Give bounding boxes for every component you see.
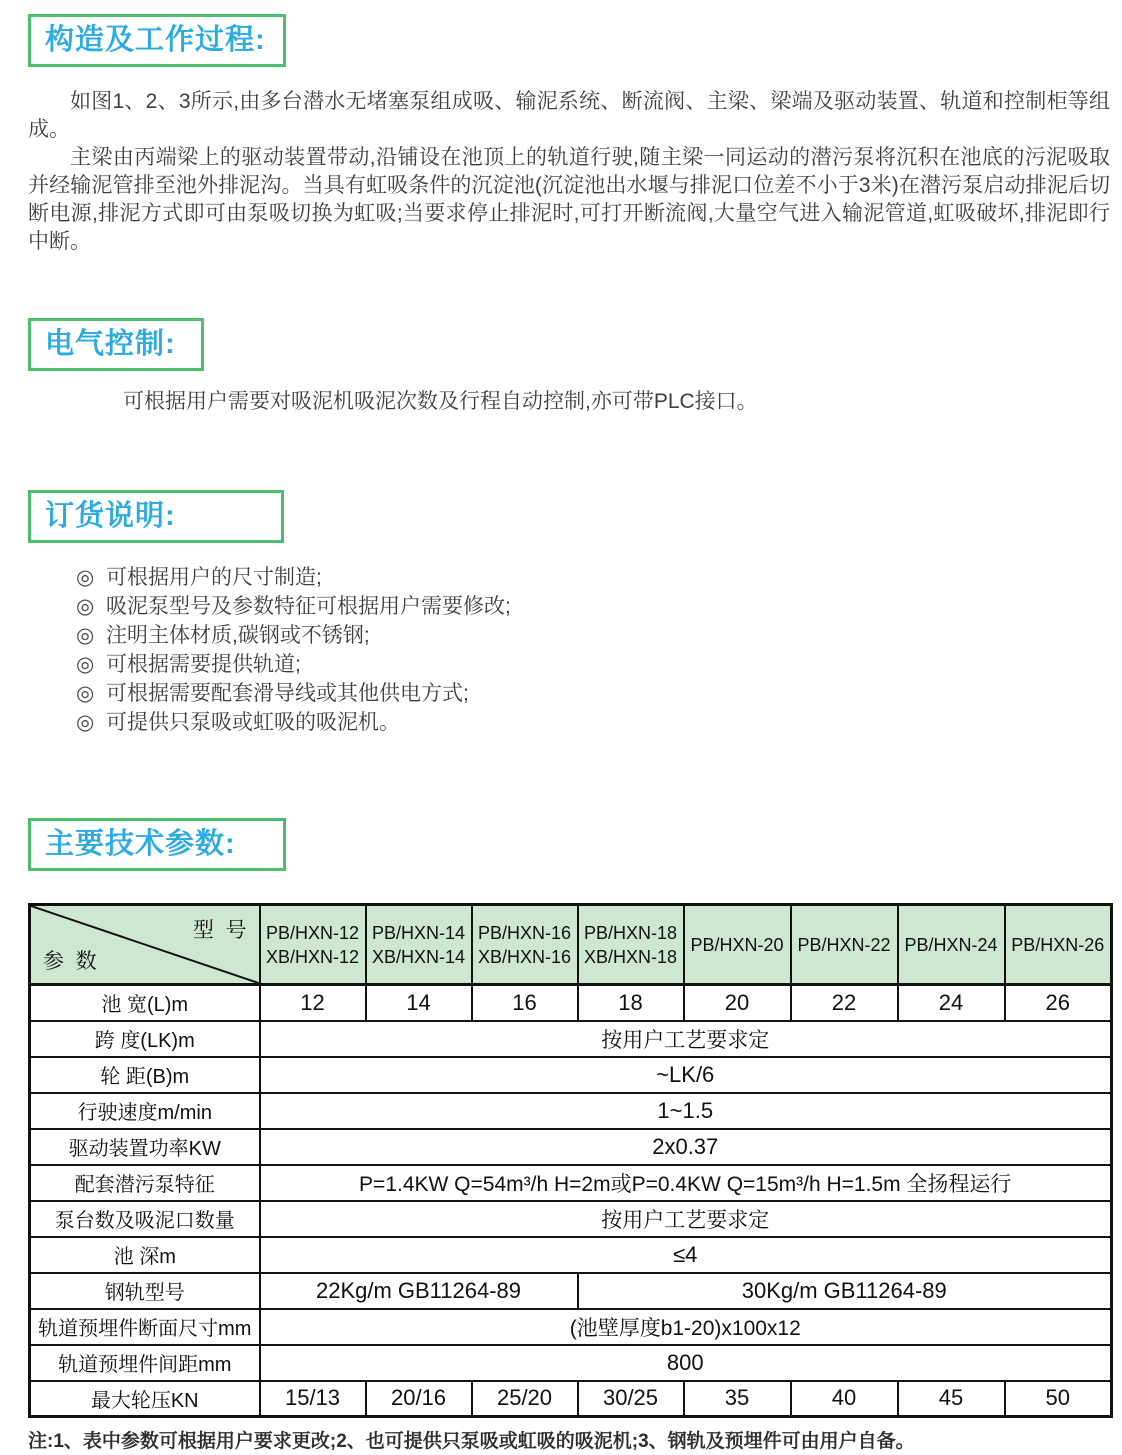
list-item-text: 吸泥泵型号及参数特征可根据用户需要修改; bbox=[106, 595, 511, 618]
list-item bbox=[76, 621, 1110, 650]
table-cell: 40 bbox=[791, 1381, 898, 1417]
list-item-text: 注明主体材质,碳钢或不锈钢; bbox=[106, 624, 370, 647]
model-line: PB/HXN-12 bbox=[265, 922, 360, 943]
row-label: 轨道预埋件断面尺寸mm bbox=[30, 1309, 260, 1345]
model-line: PB/HXN-20 bbox=[690, 934, 784, 955]
table-cell: ≤4 bbox=[260, 1237, 1112, 1273]
list-item-text: 可根据需要提供轨道; bbox=[106, 653, 301, 676]
table-cell: 2x0.37 bbox=[260, 1129, 1112, 1165]
table-row bbox=[30, 1165, 1112, 1201]
row-label: 池 宽(L)m bbox=[30, 985, 260, 1021]
table-cell: 14 bbox=[366, 985, 472, 1021]
table-cell: 1~1.5 bbox=[260, 1093, 1112, 1129]
model-line: PB/HXN-16 bbox=[477, 922, 572, 943]
table-cell: 26 bbox=[1005, 985, 1112, 1021]
model-line: XB/HXN-18 bbox=[583, 946, 678, 967]
list-item-text: 可根据需要配套滑导线或其他供电方式; bbox=[106, 682, 469, 705]
table-cell: 25/20 bbox=[472, 1381, 578, 1417]
list-item bbox=[76, 650, 1110, 679]
ring-bullet-icon: ◎ bbox=[76, 711, 95, 734]
table-cell: 按用户工艺要求定 bbox=[260, 1201, 1112, 1237]
table-cell: 22 bbox=[791, 985, 898, 1021]
table-footnote: 注:1、表中参数可根据用户要求更改;2、也可提供只泵吸或虹吸的吸泥机;3、钢轨及预埋件可由用户自备。 bbox=[28, 1431, 915, 1452]
corner-label-model: 型 号 bbox=[192, 919, 247, 942]
section-title-electrical: 电气控制: bbox=[28, 318, 204, 371]
model-line: PB/HXN-14 bbox=[371, 922, 466, 943]
table-row bbox=[30, 1309, 1112, 1345]
corner-header-cell bbox=[30, 905, 260, 985]
table-cell: 30Kg/m GB11264-89 bbox=[578, 1273, 1112, 1309]
section-title-construction: 构造及工作过程: bbox=[28, 14, 286, 67]
model-header-cell bbox=[1005, 905, 1112, 985]
table-cell: 45 bbox=[898, 1381, 1005, 1417]
row-label: 最大轮压KN bbox=[30, 1381, 260, 1417]
table-cell: 20 bbox=[684, 985, 791, 1021]
row-label: 池 深m bbox=[30, 1237, 260, 1273]
table-cell: 22Kg/m GB11264-89 bbox=[260, 1273, 578, 1309]
row-label: 跨 度(LK)m bbox=[30, 1021, 260, 1057]
model-header-cell bbox=[472, 905, 578, 985]
section-title-parameters: 主要技术参数: bbox=[28, 818, 286, 871]
construction-paragraph-2: 主梁由丙端梁上的驱动装置带动,沿铺设在池顶上的轨道行驶,随主梁一同运动的潜污泵将沉积在池底的污泥吸取并经输泥管排至池外排泥沟。当具有虹吸条件的沉淀池(沉淀池出水堰与排泥口位差不小于3米)在潜污泵启动排泥后切断电源,排泥方式即可由泵吸切换为虹吸;当要求停止排泥时,可打开断流阀,大量空气进入输泥管道,虹吸破坏,排泥即行中断。 bbox=[28, 146, 1110, 253]
section-title-ordering: 订货说明: bbox=[28, 490, 284, 543]
model-line: XB/HXN-12 bbox=[265, 946, 360, 967]
ring-bullet-icon: ◎ bbox=[76, 682, 95, 705]
model-header-cell bbox=[898, 905, 1005, 985]
list-item-text: 可提供只泵吸或虹吸的吸泥机。 bbox=[106, 711, 400, 734]
model-line: PB/HXN-26 bbox=[1011, 934, 1105, 955]
table-cell: 35 bbox=[684, 1381, 791, 1417]
table-row bbox=[30, 1057, 1112, 1093]
table-cell: 15/13 bbox=[260, 1381, 366, 1417]
row-label: 轨道预埋件间距mm bbox=[30, 1345, 260, 1381]
list-item-text: 可根据用户的尺寸制造; bbox=[106, 566, 322, 589]
model-header-cell bbox=[578, 905, 684, 985]
list-item bbox=[76, 563, 1110, 592]
table-cell: P=1.4KW Q=54m³/h H=2m或P=0.4KW Q=15m³/h H=1.5m 全扬程运行 bbox=[260, 1165, 1112, 1201]
list-item bbox=[76, 592, 1110, 621]
table-cell: 按用户工艺要求定 bbox=[260, 1021, 1112, 1057]
ordering-list bbox=[28, 563, 1110, 737]
model-line: PB/HXN-24 bbox=[904, 934, 998, 955]
row-label: 配套潜污泵特征 bbox=[30, 1165, 260, 1201]
table-row bbox=[30, 1345, 1112, 1381]
list-item bbox=[76, 708, 1110, 737]
electrical-text: 可根据用户需要对吸泥机吸泥次数及行程自动控制,亦可带PLC接口。 bbox=[123, 390, 758, 413]
table-cell: 800 bbox=[260, 1345, 1112, 1381]
table-cell: 50 bbox=[1005, 1381, 1112, 1417]
table-row bbox=[30, 1273, 1112, 1309]
construction-paragraph-1: 如图1、2、3所示,由多台潜水无堵塞泵组成吸、输泥系统、断流阀、主梁、梁端及驱动装置、轨道和控制柜等组成。 bbox=[28, 90, 1110, 141]
table-row bbox=[30, 1201, 1112, 1237]
model-line: PB/HXN-18 bbox=[583, 922, 678, 943]
model-line: PB/HXN-22 bbox=[797, 934, 891, 955]
table-cell: ~LK/6 bbox=[260, 1057, 1112, 1093]
model-header-cell bbox=[260, 905, 366, 985]
parameters-table bbox=[28, 903, 1113, 1418]
table-header-row bbox=[30, 905, 1112, 985]
table-cell: 24 bbox=[898, 985, 1005, 1021]
model-line: XB/HXN-14 bbox=[371, 946, 466, 967]
table-cell: 16 bbox=[472, 985, 578, 1021]
row-label: 泵台数及吸泥口数量 bbox=[30, 1201, 260, 1237]
ring-bullet-icon: ◎ bbox=[76, 624, 95, 647]
ring-bullet-icon: ◎ bbox=[76, 653, 95, 676]
table-row bbox=[30, 1021, 1112, 1057]
table-row bbox=[30, 985, 1112, 1021]
model-header-cell bbox=[791, 905, 898, 985]
row-label: 驱动装置功率KW bbox=[30, 1129, 260, 1165]
table-cell: 30/25 bbox=[578, 1381, 684, 1417]
row-label: 钢轨型号 bbox=[30, 1273, 260, 1309]
model-header-cell bbox=[366, 905, 472, 985]
table-cell: 18 bbox=[578, 985, 684, 1021]
table-cell: 20/16 bbox=[366, 1381, 472, 1417]
ring-bullet-icon: ◎ bbox=[76, 566, 95, 589]
table-row bbox=[30, 1237, 1112, 1273]
table-row bbox=[30, 1129, 1112, 1165]
row-label: 轮 距(B)m bbox=[30, 1057, 260, 1093]
model-header-cell bbox=[684, 905, 791, 985]
table-row bbox=[30, 1381, 1112, 1417]
corner-label-parameter: 参 数 bbox=[43, 950, 97, 973]
table-row bbox=[30, 1093, 1112, 1129]
table-cell: (池壁厚度b1-20)x100x12 bbox=[260, 1309, 1112, 1345]
row-label: 行驶速度m/min bbox=[30, 1093, 260, 1129]
table-cell: 12 bbox=[260, 985, 366, 1021]
model-line: XB/HXN-16 bbox=[477, 946, 572, 967]
list-item bbox=[76, 679, 1110, 708]
ring-bullet-icon: ◎ bbox=[76, 595, 95, 618]
